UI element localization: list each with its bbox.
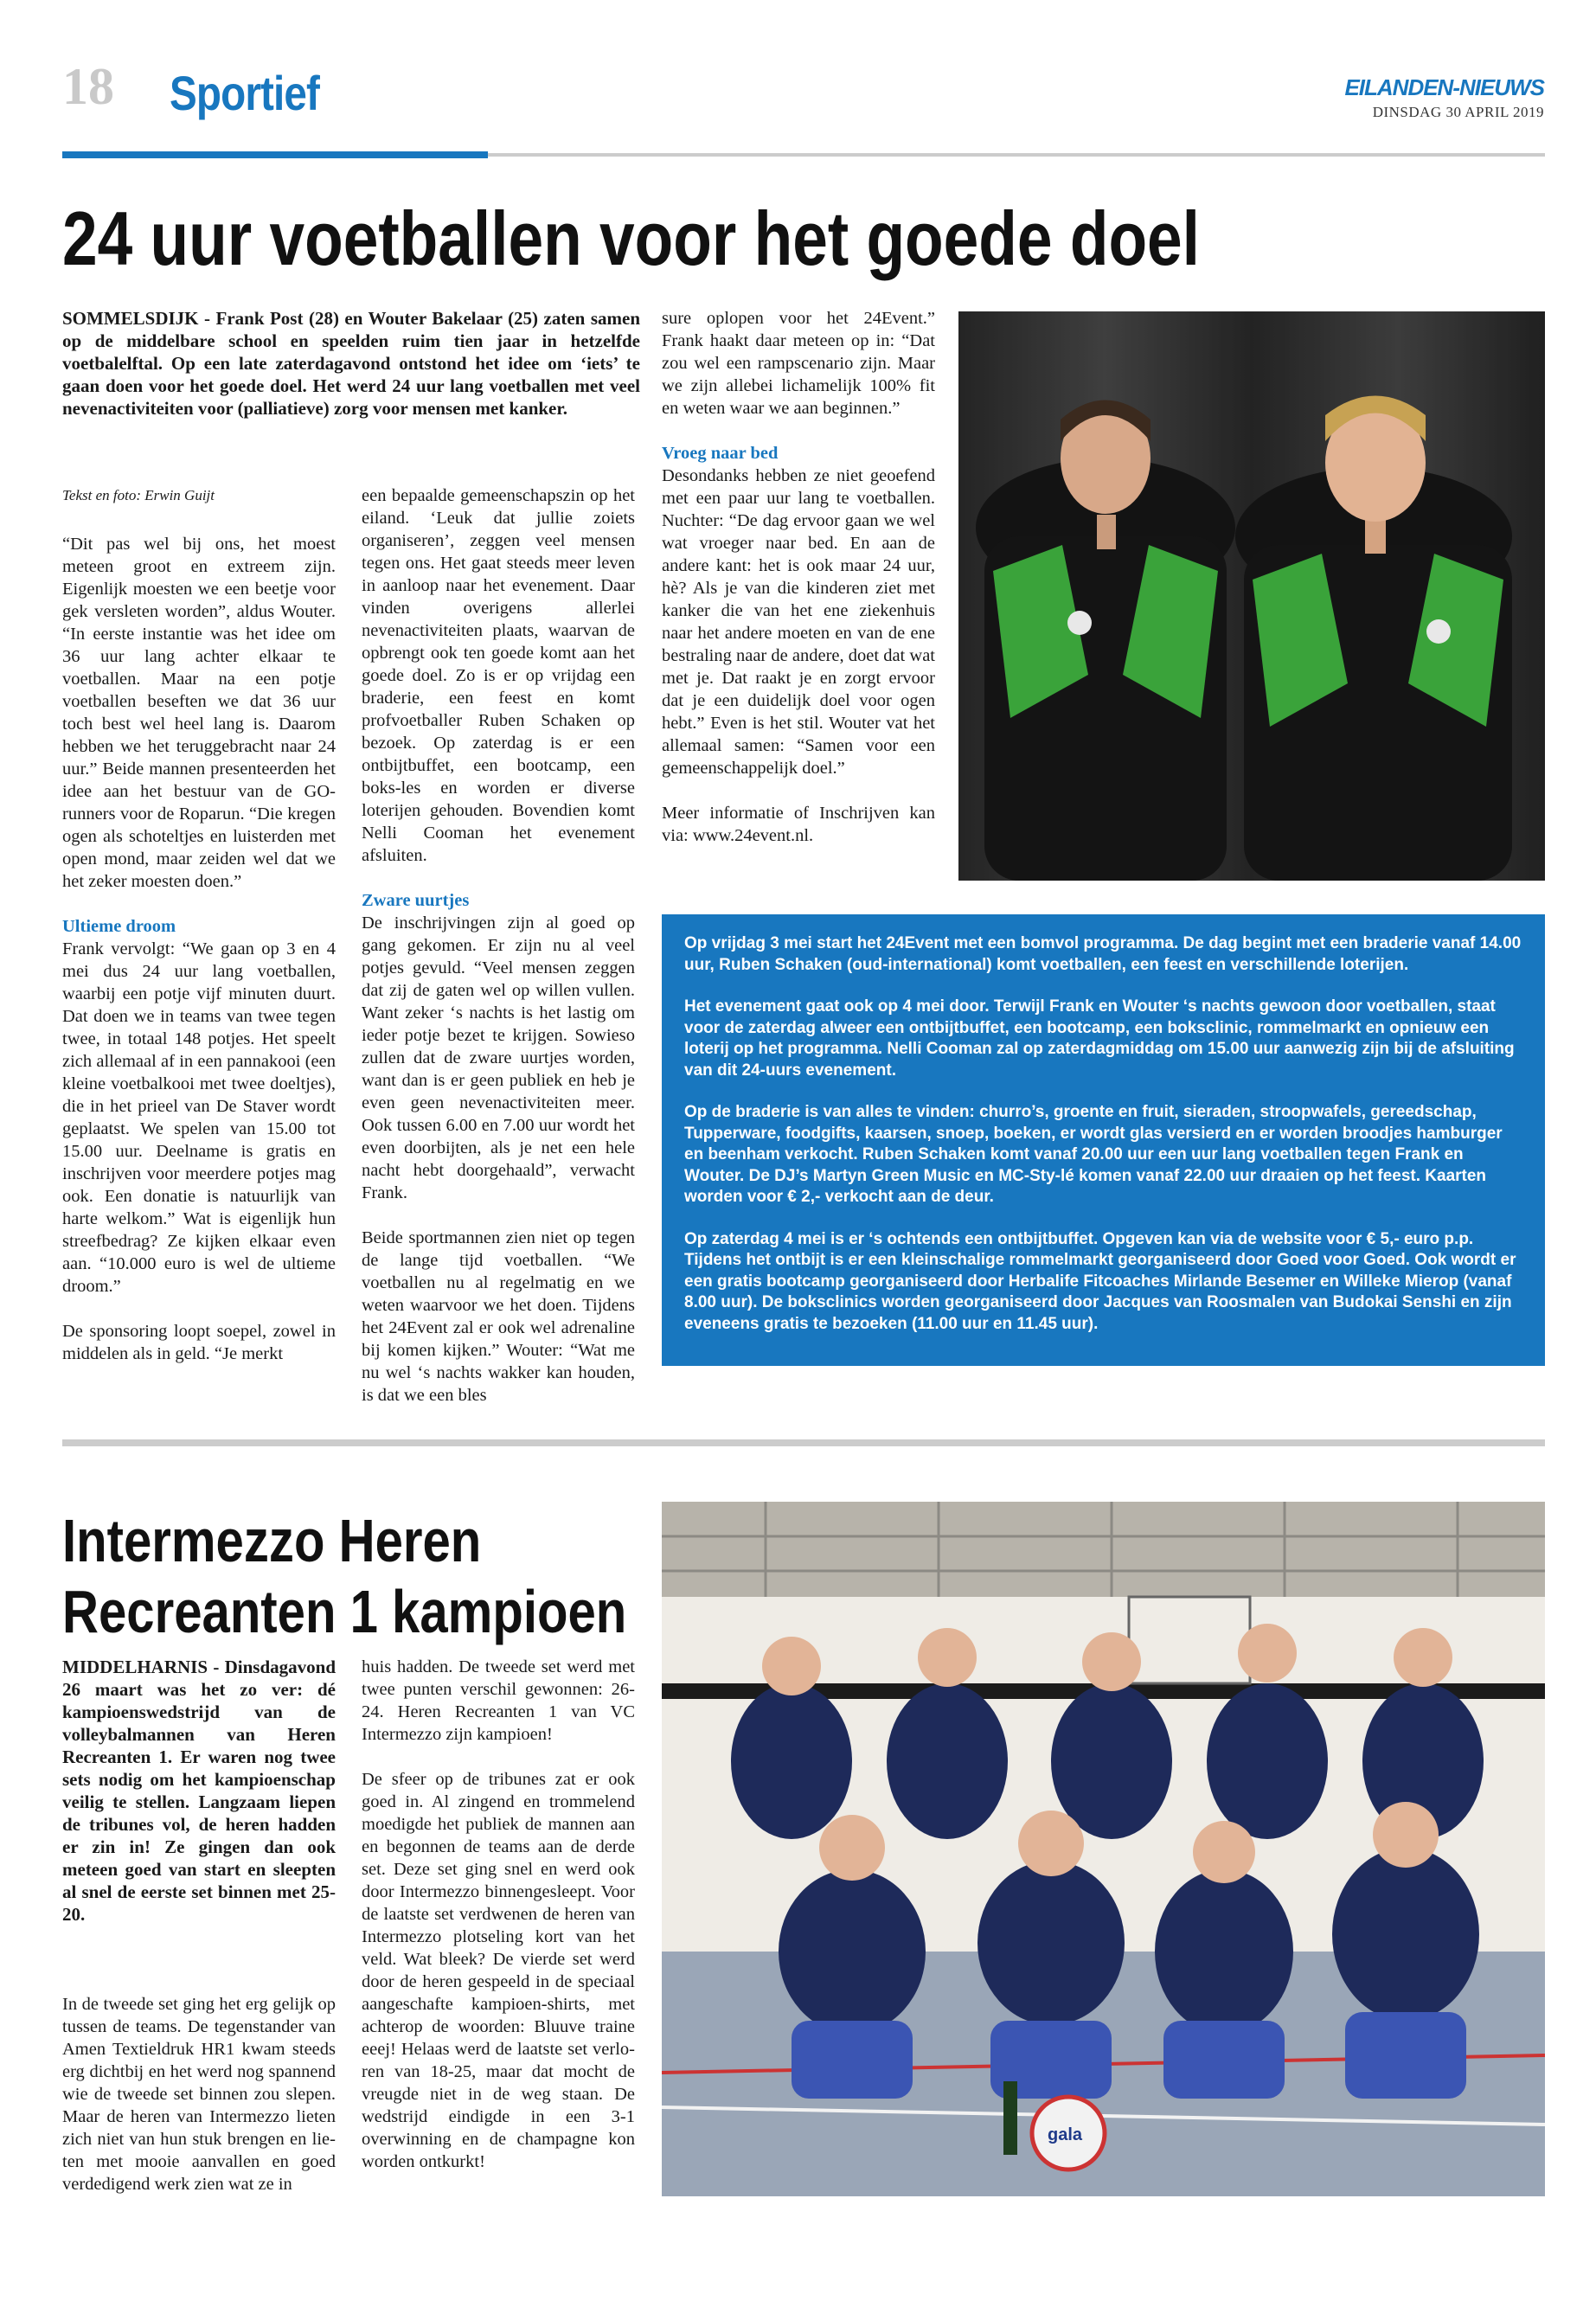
article2-lead [62,1656,336,1926]
article2-dateline: MIDDELHARNIS [62,1657,208,1677]
photo-credit: Tekst en foto: Erwin Guijt [62,487,215,503]
event-info-box [662,914,1545,1366]
article1-paragraph: sure oplopen voor het 24Event.” Frank haakt daar meteen op in: “Dat zou wel een rampscenario zijn. Maar we zijn allebei lichamelijk 100% fit en weten waar we aan beginnen.” [662,309,935,418]
article2-lead-text: - Dinsdagavond 26 maart was het zo ver: dé kampioenswedstrijd van de volleybalmannen van Heren Recreanten 1. Er waren nog twee sets nodig om het kampioenschap veilig te stellen. Langzaam liepen de tribunes vol, de heren hadden er zin in! Ze gingen dan ook meteen goed van start en sleepten al snel de eerste set binnen met 25-20. [62,1657,336,1925]
article1-paragraph: Beide sportmannen zien niet op tegen de lange tijd voetballen. “We voetballen nu al regelmatig en we weten waarvoor we het doen. Tijdens het 24Event zal er ook wel adrenaline bij komen kijken.” Wouter: “Wat me nu wel ‘s nachts wakker kan houden, is dat we een bles [362,1228,635,1405]
article-divider [62,1439,1545,1446]
photo-volleyball-team [662,1502,1545,2196]
article1-column-1 [62,484,336,1365]
article1-paragraph: De inschrijvingen zijn al goed op gang gekomen. Er zijn nu al veel potjes gevuld. “Veel mensen zeggen dat zij de gaten wel op willen vullen. Want zeker ‘s nachts is het lastig om ieder potje bezet te krijgen. Sowieso zullen dat de zware uurtjes worden, want dan is er geen publiek en heb je even geen nevenactiviteiten meer. Ook tussen 6.00 en 7.00 uur wordt het even doorbijten, als je net een hele nacht hebt doorgehaald”, verwacht Frank. [362,913,635,1202]
article2-headline-line1: Intermezzo Heren [62,1507,482,1574]
header-rule [488,153,1545,157]
page-number: 18 [62,58,114,115]
article2-column-1 [62,1993,336,2195]
article1-lead-text: - Frank Post (28) en Wouter Bakelaar (25) zaten samen op de middelbare school en speelden ruim tien jaar in hetzelfde voetbalelftal. Op een late zaterdagavond ontstond het idee om ‘iets’ te gaan doen voor het goede doel. Het werd 24 uur lang voetballen met veel nevenactiviteiten voor (palliatieve) zorg voor mensen met kanker. [62,308,640,419]
section-title: Sportief [170,66,320,120]
article1-paragraph: Desondanks hebben ze niet geoefend met een paar uur lang te voetballen. Nuchter: “De dag ervoor gaan we wel wat vroeger naar bed. En aan de andere kant: het is ook maar 24 uur, hè? Als je van die kinderen ziet met kanker die van het ene ziekenhuis naar het andere moeten en van de ene bestraling naar de andere, doet dat wat met je. Dat raakt je en zorgt ervoor dat je een duidelijk doel voor ogen hebt.” Even is het stil. Wouter vat het allemaal samen: “Samen voor een gemeenschappelijk doel.” [662,466,935,778]
article1-subheading: Ultieme droom [62,917,176,936]
article1-subheading: Zware uurtjes [362,891,470,910]
info-paragraph: Het evenement gaat ook op 4 mei door. Terwijl Frank en Wouter ‘s nachts gewoon door voetballen, staat voor de zaterdag alweer een ontbijtbuffet, een bootcamp, een boksclinic, rommelmarkt en opnieuw een loterij op het programma. Nelli Cooman zal op zaterdagmiddag om 15.00 uur aanwezig zijn bij de afsluiting van dit 24-uurs evenement. [684,997,1515,1080]
newspaper-logo: EILANDEN-NIEUWS [1344,74,1544,100]
article1-paragraph: “Dit pas wel bij ons, het moest meteen groot en extreem zijn. Eigenlijk moesten we een beetje voor gek versleten worden”, aldus Wouter. “In eerste instantie was het idee om 36 uur lang achter elkaar te voetballen. Maar na een potje voetballen beseften we dat 36 uur toch best wel heel lang is. Daarom hebben we het teruggebracht naar 24 uur.” Beide mannen presenteerden het idee aan het bestuur van de GO-runners voor de Roparun. “Die kregen ogen als schoteltjes en luisterden met open mond, maar zeiden wel dat we het zeker moesten doen.” [62,535,336,891]
article2-paragraph: De sfeer op de tribunes zat er ook goed in. Al zingend en trommelend moedigde het publiek de mannen aan en begonnen de teams aan de derde set. Deze set ging snel en werd ook door Intermezzo binnengesleept. Voor de laatste set verdwenen de heren van Intermezzo plotseling kort van het veld. Wat bleek? De vierde set werd door de heren gespeeld in de speciaal aangeschafte kampioen-shirts, met achterop de woorden: Bluuve traine eeej! Helaas werd de laatste set verloren van 18-25, maar dat mocht de vreugde niet in de weg staan. De wedstrijd eindigde in een 3-1 overwinning en de champagne kon worden ontkurkt! [362,1770,635,2171]
article1-column-2 [362,484,635,1407]
article2-headline [62,1505,626,1647]
article1-paragraph: De sponsoring loopt soepel, zowel in middelen als in geld. “Je merkt [62,1322,336,1363]
article2-headline-line2: Recreanten 1 kampioen [62,1578,627,1645]
info-paragraph: Op de braderie is van alles te vinden: churro’s, groente en fruit, sieraden, stroopwafels, gereedschap, Tupperware, foodgifts, kaarsen, snoep, boeken, er wordt glas versierd en er worden broodjes hamburger en beenham verkocht. Ruben Schaken komt vanaf 20.00 uur een uur lang voetballen tegen Frank en Wouter. De DJ’s Martyn Green Music en MC-Sty-lé komen vanaf 22.00 uur draaien op het feest. Kaarten worden voor € 2,- verkocht aan de deur. [684,1103,1503,1206]
info-paragraph: Op zaterdag 4 mei is er ‘s ochtends een ontbijtbuffet. Opgeven kan via de website voor € 5,- euro p.p. Tijdens het ontbijt is er een kleinschalige rommelmarkt georganiseerd door Goed voor Goed. Ook wordt er een gratis bootcamp georganiseerd door Herbalife Fitcoaches Mirlande Besemer en Willeke Mierop (vanaf 8.00 uur). De boksclinics worden georganiseerd door Jacques van Roosmalen van Budokai Senshi en zijn eveneens gratis te bezoeken (11.00 uur en 11.45 uur). [684,1229,1516,1333]
issue-date: DINSDAG 30 APRIL 2019 [1372,104,1544,120]
header-rule-accent [62,151,488,158]
article1-column-3 [662,307,935,847]
article2-paragraph: In de tweede set ging het erg gelijk op tussen de teams. De tegenstander van Amen Textieldruk HR1 kwam steeds erg dichtbij en het werd nog spannend wie de tweede set binnen zou slepen. Maar de heren van Intermezzo lieten zich niet van hun stuk brengen en lieten met mooie aanvallen en goed verdedigend werk zien wat ze in [62,1995,336,2194]
article2-paragraph: huis hadden. De tweede set werd met twee punten verschil gewonnen: 26-24. Heren Recreanten 1 van VC Intermezzo zijn kampioen! [362,1657,635,1744]
photo-two-men [958,311,1545,881]
article1-photo [958,311,1545,881]
article1-paragraph: Meer informatie of Inschrijven kan via: www.24event.nl. [662,804,935,845]
article1-paragraph: Frank vervolgt: “We gaan op 3 en 4 mei dus 24 uur lang voetballen, waarbij een potje vijf minuten duurt. Dat doen we in teams van twee tegen twee, in totaal 148 potjes. Het speelt zich allemaal af in een pannakooi (een kleine voetbalkooi met twee doeltjes), die in het prieel van De Staver wordt geplaatst. We spelen van 15.00 tot 15.00 uur. Deelname is gratis en inschrijven voor meerdere potjes mag ook. Een donatie is natuurlijk van harte welkom.” Wat is eigenlijk hun streefbedrag? Ze kijken elkaar even aan. “10.000 euro is wel de ultieme droom.” [62,939,336,1296]
article1-paragraph: een bepaalde gemeenschapszin op het eiland. ‘Leuk dat jullie zoiets organiseren’, zeggen veel mensen tegen ons. Het gaat steeds meer leven in aanloop naar het evenement. Daar vinden overigens allerlei nevenactiviteiten plaats, waarvan de opbrengt ook ten goede komt aan het goede doel. Zo is er op vrijdag een braderie, een feest en komt profvoetballer Ruben Schaken op bezoek. Op zaterdag is er een ontbijtbuffet, een bootcamp, een boks-les en worden er diverse loterijen gehouden. Bovendien komt Nelli Cooman het evenement afsluiten. [362,486,635,865]
article1-subheading: Vroeg naar bed [662,444,779,463]
article1-lead [62,307,640,420]
info-paragraph: Op vrijdag 3 mei start het 24Event met een bomvol programma. De dag begint met een braderie vanaf 14.00 uur, Ruben Schaken (oud-international) komt voetballen, een feest en verschillende loterijen. [684,934,1522,974]
article2-column-2 [362,1656,635,2173]
article1-dateline: SOMMELSDIJK [62,308,199,329]
article1-headline: 24 uur voetballen voor het goede doel [62,195,1200,281]
ball-logo: gala [1048,2125,1083,2144]
article2-photo [662,1502,1545,2196]
